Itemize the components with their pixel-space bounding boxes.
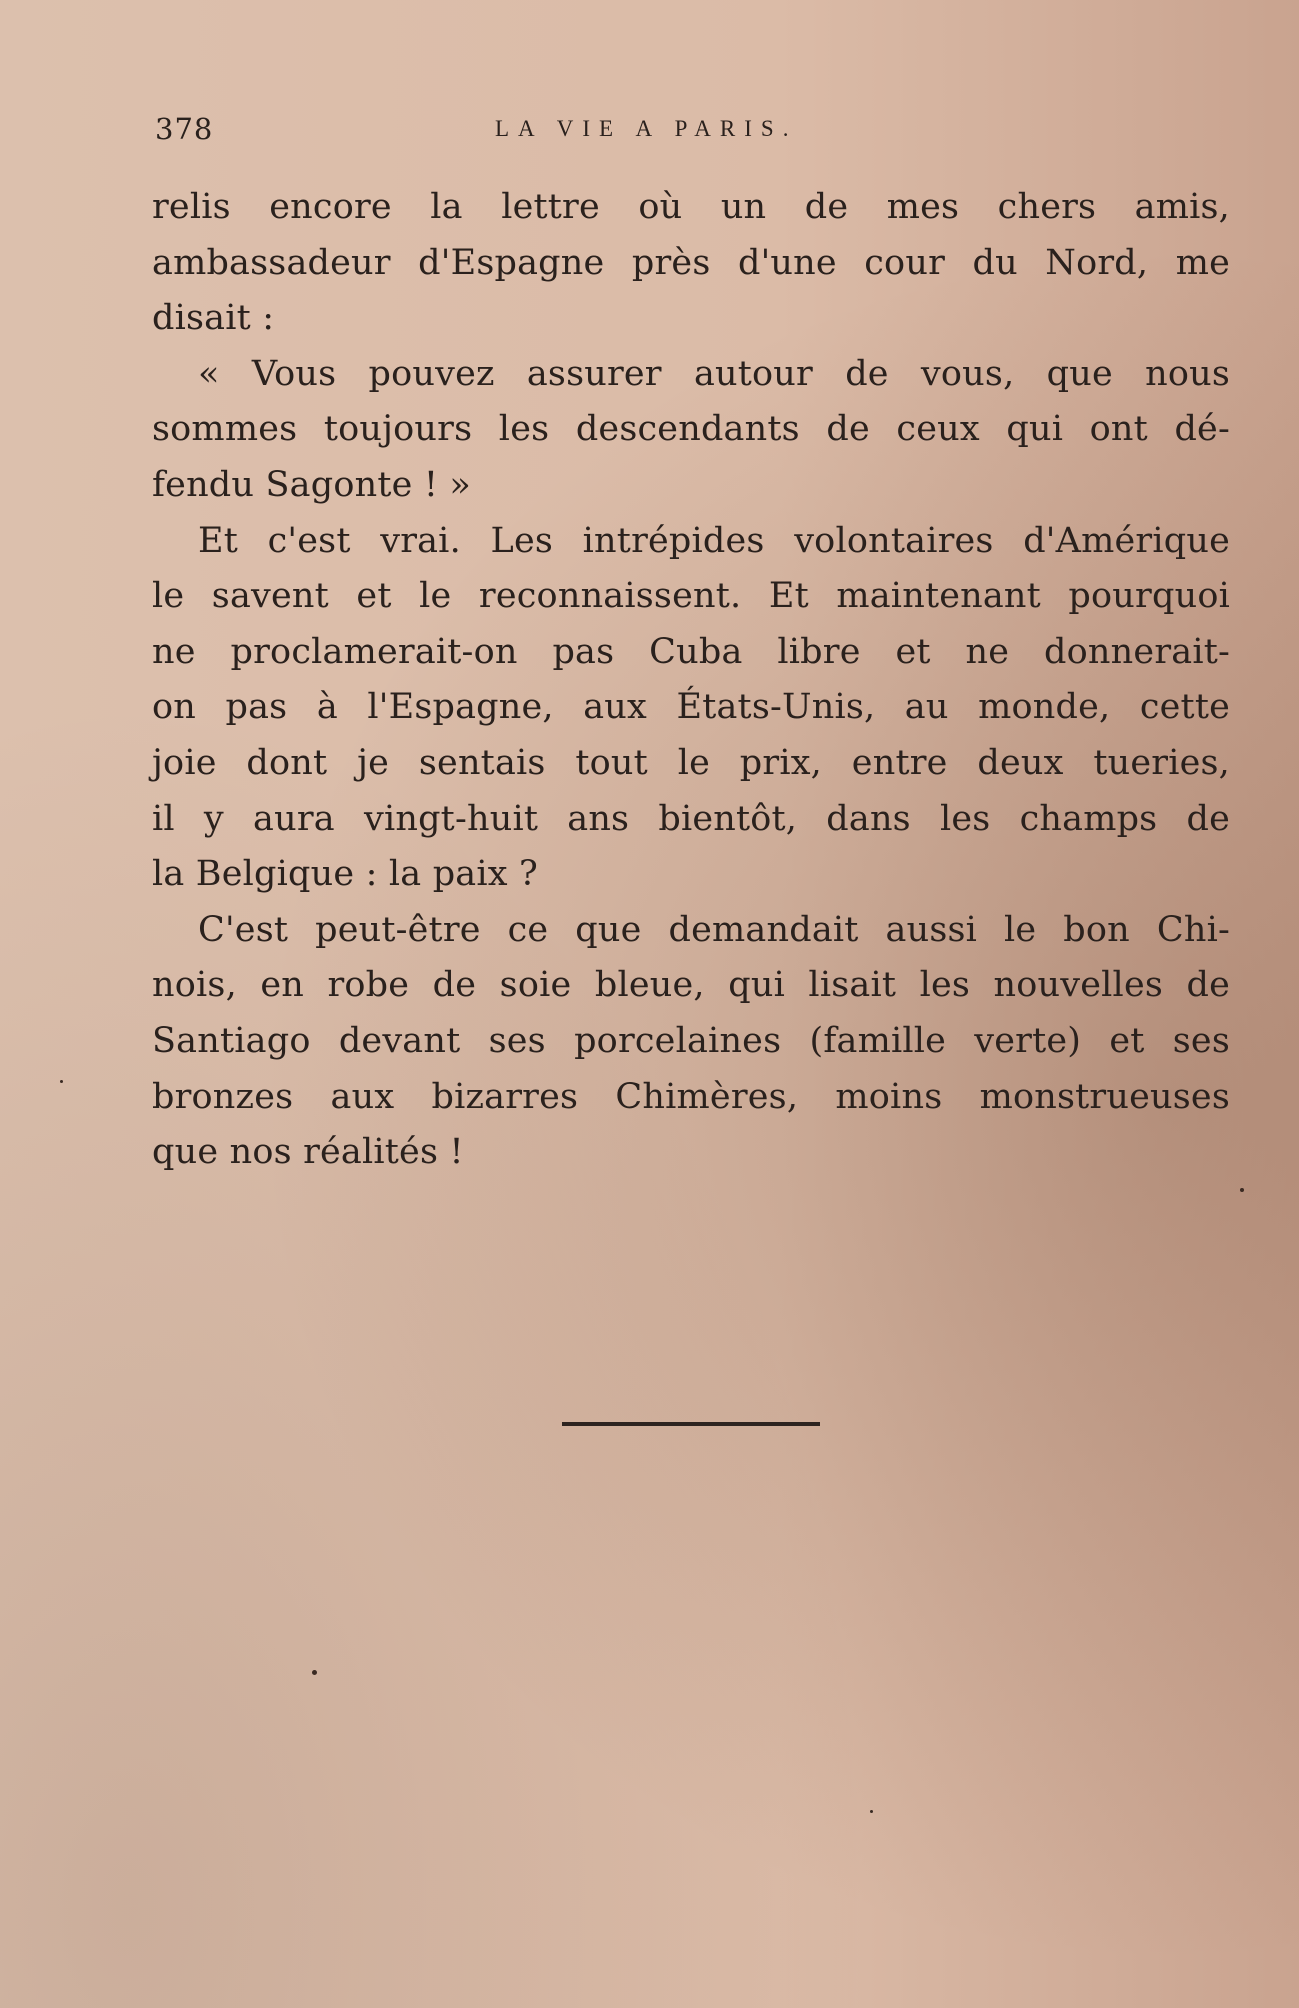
text-line: « Vous pouvez assurer autour de vous, que nous [198,353,1230,394]
text-line: relis encore la lettre où un de mes chers amis, [152,187,1230,227]
text-line: le savent et le reconnaissent. Et maintenant pourquoi [152,576,1230,617]
text-line: bronzes aux bizarres Chimères, moins monstrueuses [152,1076,1230,1117]
paper-speck [312,1670,317,1675]
paper-speck [60,1080,63,1083]
text-line: nois, en robe de soie bleue, qui lisait les nouvelles de [152,965,1230,1006]
text-line: disait : [152,298,275,339]
text-line: fendu Sagonte ! » [152,464,472,505]
text-line: Et c'est vrai. Les intrépides volontaires d'Amérique [198,520,1230,561]
text-line: ambassadeur d'Espagne près d'une cour du Nord, me [152,242,1230,283]
text-line: sommes toujours les descendants de ceux qui ont dé- [152,409,1230,450]
text-line: C'est peut-être ce que demandait aussi le bon Chi- [198,909,1230,950]
text-line: on pas à l'Espagne, aux États-Unis, au monde, cette [152,687,1230,728]
page-number: 378 [155,112,214,146]
paper-speck [870,1810,873,1813]
running-title: LA VIE A PARIS. [495,116,798,141]
text-line: Santiago devant ses porcelaines (famille verte) et ses [152,1020,1230,1061]
text-line: ne proclamerait-on pas Cuba libre et ne donnerait- [152,631,1230,672]
text-line: joie dont je sentais tout le prix, entre deux tueries, [152,742,1230,783]
text-line: il y aura vingt-huit ans bientôt, dans les champs de [152,798,1230,839]
text-line: que nos réalités ! [152,1132,464,1173]
section-end-rule [562,1422,820,1426]
paper-speck [1240,1188,1244,1192]
text-line: la Belgique : la paix ? [152,854,538,895]
body-text [152,180,1230,1181]
running-head [155,112,1230,156]
